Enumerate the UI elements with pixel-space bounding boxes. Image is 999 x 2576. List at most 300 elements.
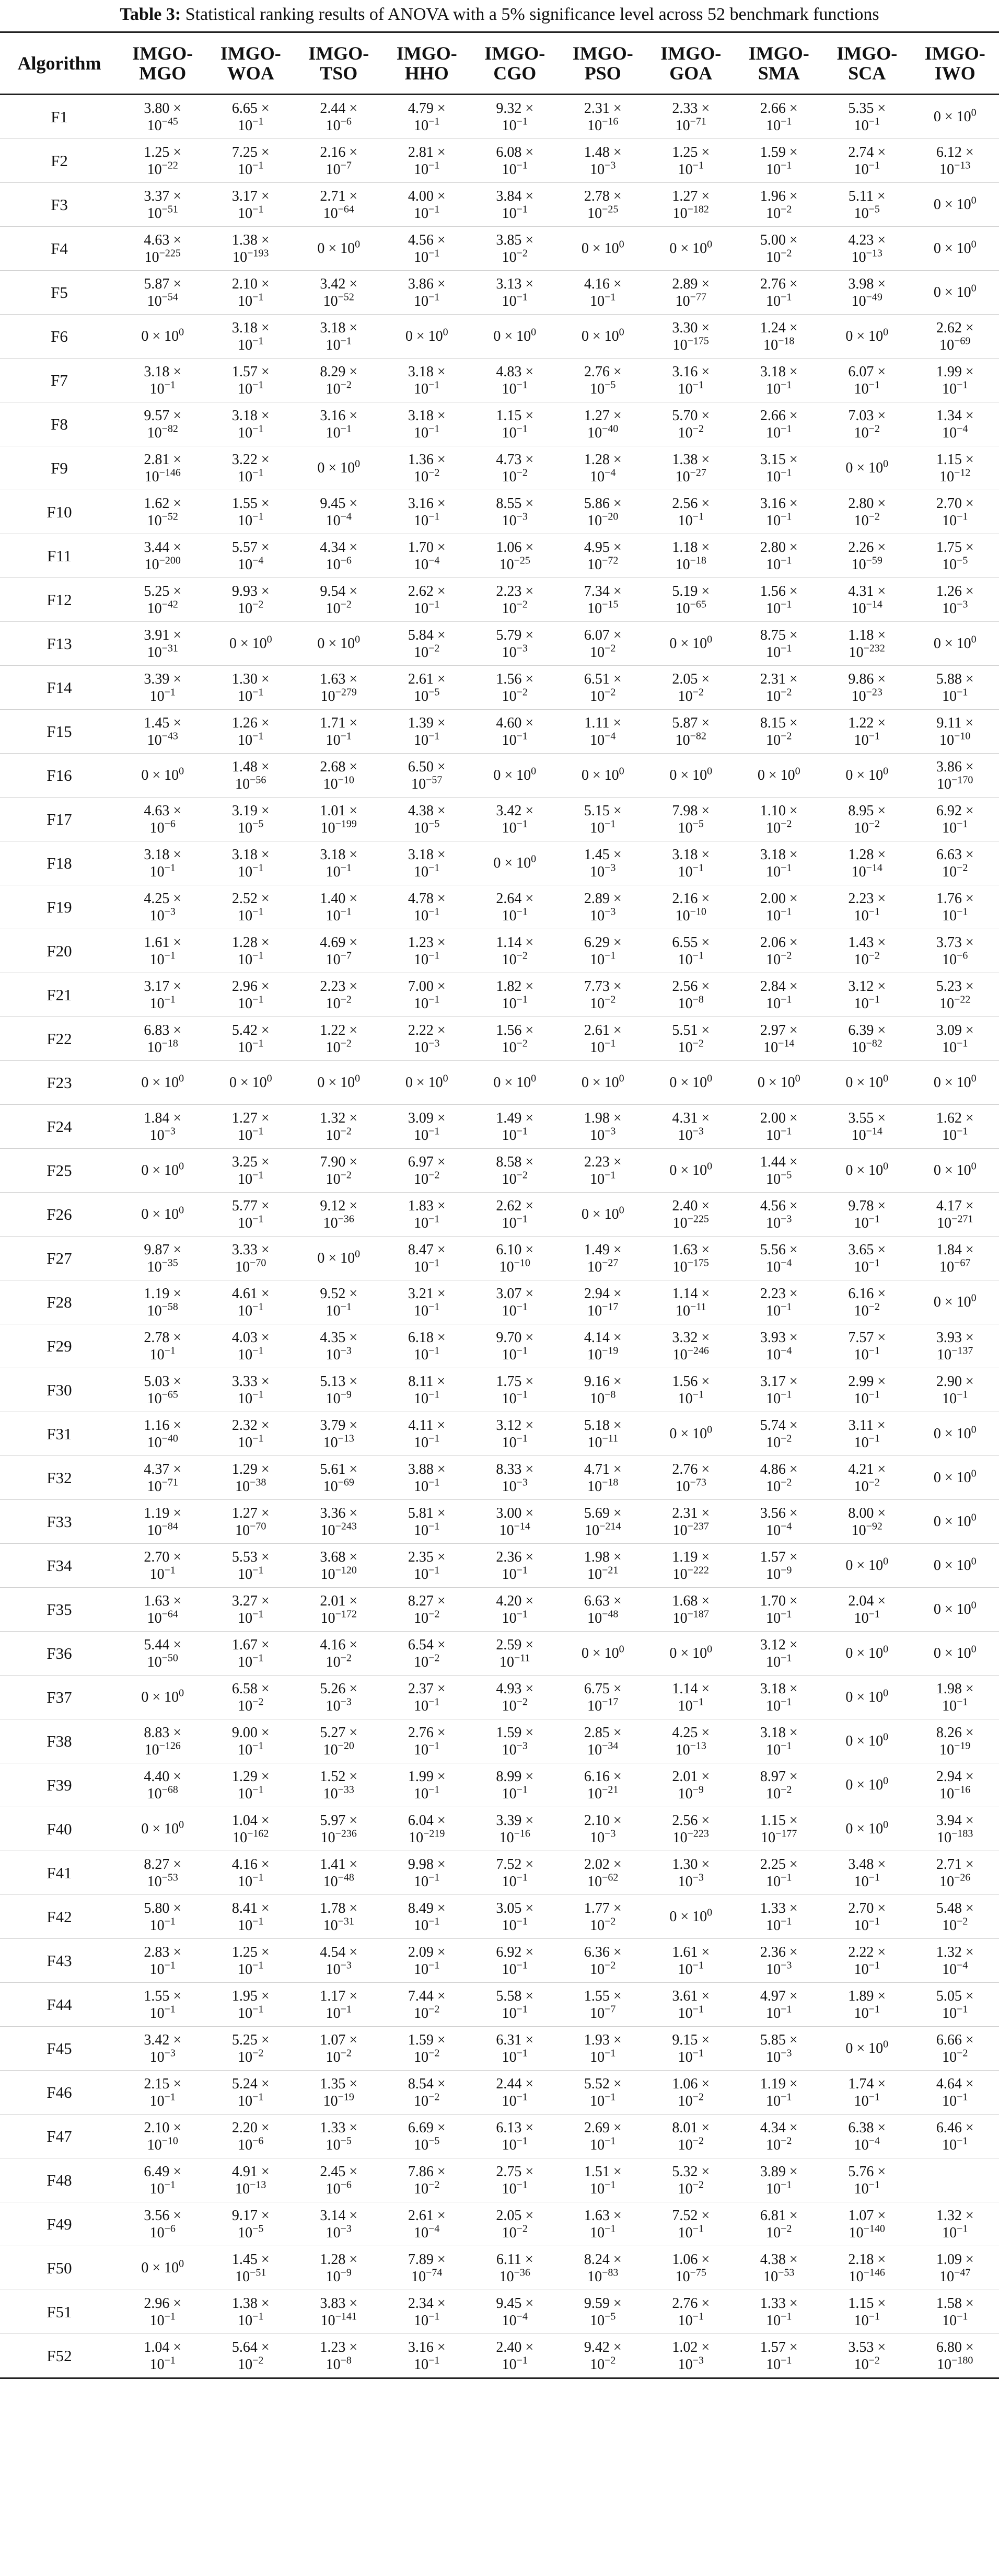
exponent: $10^{-2}$	[502, 247, 528, 265]
mantissa: 1.78 ×	[320, 1900, 358, 1916]
mantissa: 3.22 ×	[231, 451, 270, 468]
header-imgo-goa	[647, 32, 735, 95]
exponent: 10−1	[149, 2354, 176, 2373]
p-value-cell	[295, 666, 383, 710]
exponent: $10^{-52}$	[323, 291, 354, 309]
mantissa: 1.63 ×	[320, 671, 358, 687]
mantissa: 2.33 ×	[672, 100, 710, 117]
table-row	[0, 534, 999, 578]
mantissa: 9.98 ×	[408, 1856, 446, 1873]
p-value-cell	[647, 754, 735, 798]
p-value-cell	[383, 95, 471, 139]
exponent: $10^{-219}$	[409, 1828, 445, 1846]
header-line1: IMGO-	[924, 43, 985, 64]
p-value-cell	[471, 2027, 559, 2071]
p-value-cell	[383, 139, 471, 183]
mantissa: 5.13 ×	[320, 1373, 358, 1390]
p-value-cell	[559, 578, 647, 622]
mantissa: 4.20 ×	[496, 1592, 534, 1609]
mantissa: 3.27 ×	[231, 1592, 270, 1609]
function-name-cell: F21	[0, 973, 119, 1017]
exponent: $10^{-1}$	[942, 1037, 968, 1056]
p-value-cell	[559, 183, 647, 227]
zero-value: $0 \times 10^0$	[933, 1160, 977, 1179]
zero-value: $0 \times 10^0$	[493, 765, 537, 783]
exponent: $10^{-6}$	[326, 2179, 352, 2197]
exponent: $10^{-2}$	[854, 1301, 880, 1319]
exponent: 10−4	[502, 2311, 528, 2329]
mantissa: 1.74 ×	[848, 2075, 886, 2092]
p-value-cell	[911, 446, 999, 490]
mantissa: 2.81 ×	[144, 451, 182, 468]
exponent: $10^{-2}$	[502, 1037, 528, 1056]
exponent: $10^{-214}$	[585, 1520, 621, 1539]
mantissa: 6.11 ×	[496, 2251, 533, 2268]
mantissa: 3.80 ×	[144, 100, 182, 117]
mantissa: 3.16 ×	[408, 2339, 446, 2355]
p-value-cell	[559, 622, 647, 666]
p-value-cell	[383, 1588, 471, 1632]
p-value-cell	[559, 227, 647, 271]
exponent: $10^{-5}$	[326, 2135, 352, 2153]
exponent: $10^{-279}$	[320, 686, 357, 704]
mantissa: 1.57 ×	[760, 2339, 798, 2355]
p-value-cell	[911, 2158, 999, 2202]
p-value-cell	[119, 1719, 207, 1763]
zero-value: $0 \times 10^0$	[845, 458, 889, 476]
function-name-cell: F50	[0, 2246, 119, 2290]
mantissa: 7.73 ×	[584, 978, 622, 995]
mantissa: 1.25 ×	[672, 144, 710, 160]
p-value-cell	[383, 1324, 471, 1368]
mantissa: 6.58 ×	[231, 1680, 270, 1697]
mantissa: 9.42 ×	[584, 2339, 622, 2355]
function-name-cell: F5	[0, 271, 119, 315]
exponent: $10^{-9}$	[766, 1564, 792, 1582]
mantissa: 6.69 ×	[408, 2119, 446, 2136]
mantissa: 4.56 ×	[408, 232, 446, 248]
mantissa: 5.19 ×	[672, 583, 710, 599]
p-value-cell	[295, 1017, 383, 1061]
exponent: $10^{-2}$	[502, 686, 528, 704]
p-value-cell	[735, 1149, 823, 1193]
function-name-cell: F40	[0, 1807, 119, 1851]
exponent: $10^{-1}$	[238, 1784, 264, 1802]
exponent: $10^{-2}$	[678, 423, 704, 441]
mantissa: 2.20 ×	[231, 2119, 270, 2136]
exponent: $10^{-1}$	[238, 1872, 264, 1890]
mantissa: 7.86 ×	[408, 2163, 446, 2180]
mantissa: 3.79 ×	[320, 1417, 358, 1434]
mantissa: 4.38 ×	[760, 2251, 798, 2268]
p-value-cell	[383, 1149, 471, 1193]
exponent: $10^{-5}$	[854, 203, 880, 222]
mantissa: 5.57 ×	[231, 539, 270, 556]
mantissa: 1.99 ×	[408, 1768, 446, 1785]
p-value-cell	[471, 1851, 559, 1895]
exponent: $10^{-1}$	[942, 1125, 968, 1143]
exponent: $10^{-2}$	[678, 2135, 704, 2153]
exponent: $10^{-2}$	[326, 2047, 352, 2065]
mantissa: 6.92 ×	[496, 1944, 534, 1960]
exponent: $10^{-54}$	[147, 291, 178, 309]
mantissa: 9.87 ×	[144, 1241, 182, 1258]
zero-value: $0 \times 10^0$	[933, 1292, 977, 1310]
p-value-cell	[295, 2290, 383, 2334]
exponent: $10^{-1}$	[414, 1564, 440, 1582]
exponent: $10^{-7}$	[326, 950, 352, 968]
exponent: $10^{-183}$	[937, 1828, 973, 1846]
exponent: $10^{-1}$	[590, 2047, 616, 2065]
mantissa: 1.35 ×	[320, 2075, 358, 2092]
mantissa: 1.75 ×	[496, 1373, 534, 1390]
table-row	[0, 666, 999, 710]
p-value-cell	[735, 2071, 823, 2115]
p-value-cell	[383, 666, 471, 710]
exponent: $10^{-82}$	[851, 1037, 882, 1056]
exponent: $10^{-1}$	[942, 1696, 968, 1714]
p-value-cell	[207, 1895, 295, 1939]
p-value-cell	[383, 1456, 471, 1500]
mantissa: 1.40 ×	[320, 890, 358, 907]
p-value-cell	[559, 1851, 647, 1895]
mantissa: 5.25 ×	[231, 2031, 270, 2048]
exponent: $10^{-13}$	[939, 159, 971, 178]
mantissa: 9.12 ×	[320, 1197, 358, 1214]
exponent: $10^{-1}$	[502, 1345, 528, 1363]
p-value-cell	[383, 446, 471, 490]
p-value-cell	[119, 359, 207, 402]
p-value-cell	[911, 1017, 999, 1061]
mantissa: 1.28 ×	[584, 451, 622, 468]
exponent: $10^{-2}$	[854, 423, 880, 441]
exponent: $10^{-1}$	[590, 1169, 616, 1187]
mantissa: 1.15 ×	[848, 2295, 886, 2312]
mantissa: 2.31 ×	[584, 100, 622, 117]
p-value-cell	[735, 2158, 823, 2202]
exponent: $10^{-1}$	[502, 1213, 528, 1231]
p-value-cell	[559, 754, 647, 798]
p-value-cell	[559, 841, 647, 885]
exponent: $10^{-1}$	[766, 423, 792, 441]
p-value-cell	[911, 1237, 999, 1280]
exponent: $10^{-1}$	[502, 1872, 528, 1890]
p-value-cell	[119, 1017, 207, 1061]
p-value-cell	[207, 1193, 295, 1237]
p-value-cell	[647, 885, 735, 929]
mantissa: 5.85 ×	[760, 2031, 798, 2048]
p-value-cell	[911, 1193, 999, 1237]
mantissa: 3.68 ×	[320, 1549, 358, 1565]
exponent: $10^{-10}$	[675, 906, 706, 924]
p-value-cell	[823, 1324, 911, 1368]
function-name-cell: F43	[0, 1939, 119, 1983]
table-row	[0, 1676, 999, 1719]
mantissa: 7.34 ×	[584, 583, 622, 599]
mantissa: 1.49 ×	[496, 1110, 534, 1126]
p-value-cell	[911, 1676, 999, 1719]
exponent: $10^{-10}$	[499, 1257, 530, 1275]
mantissa: 2.76 ×	[584, 363, 622, 380]
exponent: $10^{-1}$	[414, 423, 440, 441]
p-value-cell	[295, 2158, 383, 2202]
p-value-cell	[207, 1368, 295, 1412]
p-value-cell	[383, 1632, 471, 1676]
exponent: $10^{-2}$	[238, 2047, 264, 2065]
function-name-cell: F9	[0, 446, 119, 490]
mantissa: 1.01 ×	[320, 802, 358, 819]
mantissa: 1.23 ×	[320, 2339, 358, 2355]
exponent: 10−1	[590, 2223, 616, 2241]
mantissa: 3.21 ×	[408, 1285, 446, 1302]
p-value-cell	[119, 1237, 207, 1280]
p-value-cell	[295, 1851, 383, 1895]
zero-value: $0 \times 10^0$	[141, 1687, 184, 1705]
mantissa: 2.66 ×	[760, 407, 798, 424]
exponent: $10^{-1}$	[854, 1213, 880, 1231]
p-value-cell	[295, 534, 383, 578]
exponent: $10^{-175}$	[672, 335, 709, 353]
p-value-cell	[119, 754, 207, 798]
exponent: $10^{-14}$	[763, 1037, 795, 1056]
exponent: 10−1	[766, 2311, 792, 2329]
table-row	[0, 1763, 999, 1807]
exponent: $10^{-2}$	[326, 1125, 352, 1143]
p-value-cell	[207, 1412, 295, 1456]
p-value-cell	[735, 95, 823, 139]
mantissa: 1.59 ×	[760, 144, 798, 160]
mantissa: 2.69 ×	[584, 2119, 622, 2136]
exponent: $10^{-13}$	[235, 2179, 266, 2197]
p-value-cell	[647, 1632, 735, 1676]
exponent: $10^{-5}$	[678, 818, 704, 836]
mantissa: 1.24 ×	[760, 319, 798, 336]
header-line2: SCA	[848, 63, 886, 84]
mantissa: 4.40 ×	[144, 1768, 182, 1785]
exponent: $10^{-1}$	[238, 379, 264, 397]
exponent: $10^{-232}$	[849, 642, 885, 661]
exponent: $10^{-1}$	[766, 1872, 792, 1890]
zero-value: $0 \times 10^0$	[229, 1072, 272, 1091]
header-imgo-cgo	[471, 32, 559, 95]
mantissa: 3.17 ×	[760, 1373, 798, 1390]
exponent: $10^{-8}$	[678, 994, 704, 1012]
mantissa: 1.16 ×	[144, 1417, 182, 1434]
mantissa: 3.18 ×	[672, 846, 710, 863]
mantissa: 3.18 ×	[408, 846, 446, 863]
table-row	[0, 359, 999, 402]
p-value-cell	[911, 1895, 999, 1939]
exponent: $10^{-2}$	[678, 2091, 704, 2109]
exponent: 10−180	[937, 2354, 973, 2373]
exponent: $10^{-40}$	[147, 1433, 178, 1451]
p-value-cell	[471, 490, 559, 534]
p-value-cell	[207, 2202, 295, 2246]
exponent: $10^{-1}$	[854, 1257, 880, 1275]
p-value-cell	[735, 1544, 823, 1588]
p-value-cell	[647, 315, 735, 359]
header-imgo-tso	[295, 32, 383, 95]
table-row	[0, 315, 999, 359]
exponent: $10^{-1}$	[238, 1652, 264, 1670]
p-value-cell	[911, 1983, 999, 2027]
mantissa: 2.56 ×	[672, 978, 710, 995]
mantissa: 2.94 ×	[584, 1285, 622, 1302]
p-value-cell	[823, 402, 911, 446]
mantissa: 1.51 ×	[584, 2163, 622, 2180]
exponent: $10^{-1}$	[854, 1433, 880, 1451]
p-value-cell	[295, 1368, 383, 1412]
mantissa: 2.76 ×	[672, 2295, 710, 2312]
p-value-cell	[823, 1149, 911, 1193]
p-value-cell	[735, 2246, 823, 2290]
mantissa: 6.16 ×	[584, 1768, 622, 1785]
p-value-cell	[735, 1632, 823, 1676]
mantissa: 1.11 ×	[584, 714, 622, 731]
mantissa: 1.27 ×	[231, 1505, 270, 1521]
table-row	[0, 885, 999, 929]
exponent: $10^{-170}$	[937, 774, 973, 792]
table-row	[0, 1149, 999, 1193]
mantissa: 2.40 ×	[672, 1197, 710, 1214]
zero-value: $0 \times 10^0$	[669, 238, 713, 257]
mantissa: 6.31 ×	[496, 2031, 534, 2048]
p-value-cell	[735, 973, 823, 1017]
p-value-cell	[471, 1149, 559, 1193]
mantissa: 9.15 ×	[672, 2031, 710, 2048]
mantissa: 1.30 ×	[672, 1856, 710, 1873]
mantissa: 3.89 ×	[760, 2163, 798, 2180]
mantissa: 2.23 ×	[848, 890, 886, 907]
exponent: $10^{-1}$	[854, 906, 880, 924]
function-name-cell: F14	[0, 666, 119, 710]
mantissa: 4.34 ×	[760, 2119, 798, 2136]
p-value-cell	[647, 1983, 735, 2027]
p-value-cell	[207, 402, 295, 446]
exponent: $10^{-3}$	[414, 1037, 440, 1056]
p-value-cell	[647, 1017, 735, 1061]
exponent: $10^{-84}$	[147, 1520, 178, 1539]
mantissa: 5.87 ×	[672, 714, 710, 731]
p-value-cell	[559, 1544, 647, 1588]
exponent: $10^{-34}$	[587, 1740, 619, 1758]
mantissa: 6.38 ×	[848, 2119, 886, 2136]
exponent: $10^{-2}$	[414, 2003, 440, 2021]
exponent: $10^{-1}$	[414, 291, 440, 309]
p-value-cell	[647, 1807, 735, 1851]
header-line1: IMGO-	[748, 43, 809, 64]
table-row	[0, 1939, 999, 1983]
exponent: $10^{-18}$	[587, 1476, 619, 1495]
p-value-cell	[559, 1763, 647, 1807]
mantissa: 6.08 ×	[496, 144, 534, 160]
mantissa: 2.61 ×	[408, 2207, 446, 2224]
mantissa: 1.28 ×	[231, 934, 270, 951]
function-name-cell: F45	[0, 2027, 119, 2071]
mantissa: 2.61 ×	[408, 671, 446, 687]
p-value-cell	[823, 622, 911, 666]
exponent: $10^{-2}$	[414, 2047, 440, 2065]
exponent: $10^{-25}$	[499, 555, 530, 573]
mantissa: 9.16 ×	[584, 1373, 622, 1390]
p-value-cell	[471, 1456, 559, 1500]
p-value-cell	[295, 227, 383, 271]
mantissa: 3.09 ×	[408, 1110, 446, 1126]
mantissa: 5.32 ×	[672, 2163, 710, 2180]
mantissa: 2.89 ×	[584, 890, 622, 907]
p-value-cell	[559, 1193, 647, 1237]
function-name-cell: F13	[0, 622, 119, 666]
p-value-cell	[823, 885, 911, 929]
exponent: 10−1	[238, 2311, 264, 2329]
mantissa: 6.63 ×	[936, 846, 974, 863]
mantissa: 2.16 ×	[320, 144, 358, 160]
p-value-cell	[383, 1807, 471, 1851]
table-row	[0, 1368, 999, 1412]
mantissa: 1.44 ×	[760, 1153, 798, 1170]
header-line2: GOA	[669, 63, 713, 84]
mantissa: 5.27 ×	[320, 1724, 358, 1741]
exponent: $10^{-68}$	[147, 1784, 178, 1802]
p-value-cell	[559, 1456, 647, 1500]
p-value-cell	[207, 534, 295, 578]
p-value-cell	[911, 1456, 999, 1500]
mantissa: 6.83 ×	[144, 1022, 182, 1038]
exponent: $10^{-1}$	[238, 1740, 264, 1758]
table-row	[0, 929, 999, 973]
mantissa: 4.34 ×	[320, 539, 358, 556]
exponent: $10^{-53}$	[147, 1872, 178, 1890]
mantissa: 1.19 ×	[144, 1505, 182, 1521]
function-name-cell: F2	[0, 139, 119, 183]
mantissa: 1.28 ×	[848, 846, 886, 863]
p-value-cell	[383, 1939, 471, 1983]
table-row	[0, 1061, 999, 1105]
exponent: $10^{-25}$	[587, 203, 619, 222]
exponent: $10^{-271}$	[937, 1213, 973, 1231]
p-value-cell	[383, 2158, 471, 2202]
exponent: $10^{-2}$	[326, 1652, 352, 1670]
zero-value: $0 \times 10^0$	[845, 1555, 889, 1574]
exponent: $10^{-1}$	[149, 2091, 176, 2109]
exponent: $10^{-22}$	[147, 159, 178, 178]
exponent: 10−146	[849, 2267, 885, 2285]
mantissa: 1.55 ×	[144, 1988, 182, 2004]
exponent: $10^{-243}$	[320, 1520, 357, 1539]
p-value-cell	[911, 359, 999, 402]
exponent: $10^{-3}$	[590, 1828, 616, 1846]
mantissa: 2.56 ×	[672, 495, 710, 512]
p-value-cell	[383, 1719, 471, 1763]
exponent: $10^{-1}$	[766, 1740, 792, 1758]
p-value-cell	[559, 1017, 647, 1061]
mantissa: 2.06 ×	[760, 934, 798, 951]
exponent: $10^{-2}$	[326, 994, 352, 1012]
p-value-cell	[207, 798, 295, 841]
p-value-cell	[207, 1763, 295, 1807]
p-value-cell	[295, 2071, 383, 2115]
p-value-cell	[735, 1588, 823, 1632]
exponent: $10^{-1}$	[326, 423, 352, 441]
p-value-cell	[207, 95, 295, 139]
exponent: $10^{-1}$	[414, 1959, 440, 1978]
p-value-cell	[647, 578, 735, 622]
header-algorithm	[0, 32, 119, 95]
mantissa: 2.71 ×	[936, 1856, 974, 1873]
mantissa: 3.33 ×	[231, 1241, 270, 1258]
p-value-cell	[911, 1324, 999, 1368]
mantissa: 6.18 ×	[408, 1329, 446, 1346]
